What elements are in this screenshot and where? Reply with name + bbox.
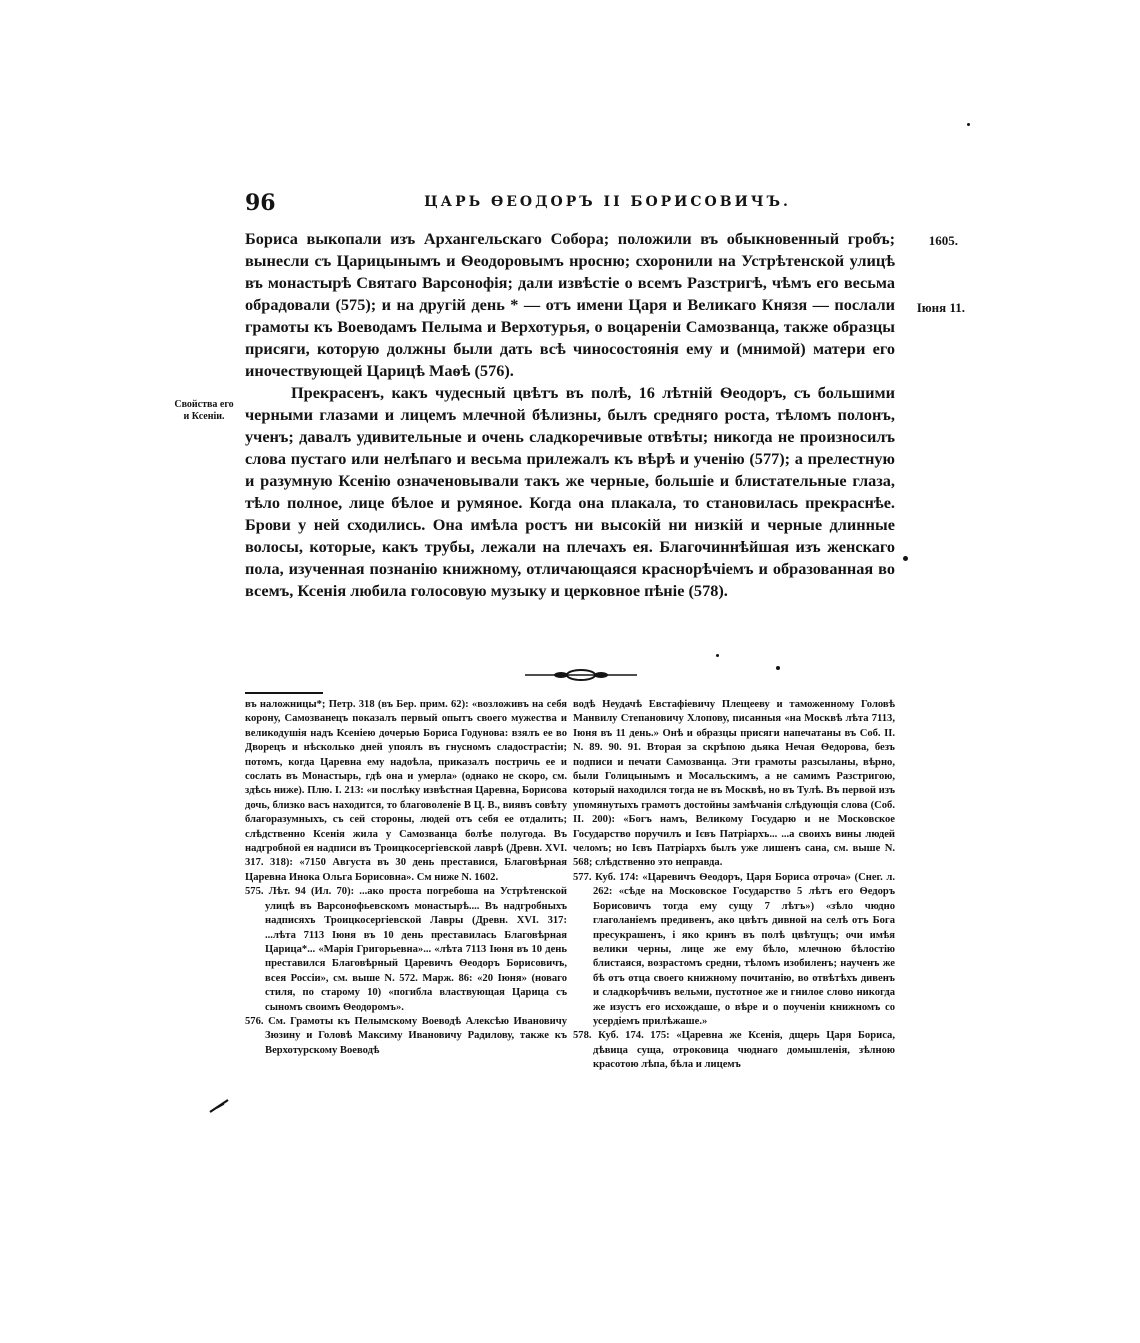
footnote-continuation: въ наложницы*; Петр. 318 (въ Бер. прим. 62): «возложивъ на себя корону, Самозванецъ показалъ первый опытъ своего мужества и великодушія надъ Ксеніею дочерью Бориса Годунова: взялъ ее во Дворецъ и нѣсколько дней упоялъ въ гнусномъ сладострастіи; потомъ, когда Царевна ему надоѣла, приказалъ постричь ее и сослать въ Монастырь, гдѣ она и умерла» (однако не скоро, см. здѣсь ниже). Плю. I. 213: «и послѣку извѣстная Царевна, Борисова дочь, близко васъ находится, то благоволеніе В Ц. В., виявъ совѣту благоразумныхъ, съ сей стороны, людей отъ себя ее отдалить; слѣдственно Ксенія жила у Самозванца болѣе полугода. Въ надгробной ея надписи въ Троицкосергіевской лаврѣ (Древн. XVI. 317. 318): «7150 Августа въ 30 день преставися, Благовѣрная Царевна Инока Ольга Борисовна». См ниже N. 1602. [245,699,567,883]
paragraph-2: Прекрасенъ, какъ чудесный цвѣтъ въ полѣ, 16 лѣтній Ѳеодоръ, съ большими черными глазами и лицемъ млечной бѣлизны, былъ средняго роста, тѣломъ полонъ, ученъ; давалъ удивительные и очень сладкоречивые отвѣты; никогда не произносилъ слова пустаго или нелѣпаго и весьма прилежалъ къ вѣрѣ и ученію (577); а прелестную и разумную Ксенію означеновывали такъ же черные, большіе и блистательные глаза, тѣло полное, лице бѣлое и румяное. Когда она плакала, то становилась прекраснѣе. Брови у ней сходились. Она имѣла ростъ ни высокій ни низкій и черные длинные волосы, которые, какъ трубы, лежали на плечахъ ея. Благочиннѣйшая изъ женскаго пола, изученная познанію книжному, отличающаяся краснорѣчіемъ и образованная во всемъ, Ксенія любила голосовую музыку и церковное пѣніе (578). [245,383,895,600]
ink-speck [967,123,970,126]
ink-speck [716,654,719,657]
margin-note-date: Іюня 11. [916,300,965,315]
footnote-576-continuation: водѣ Неудачѣ Евстафіевичу Плещееву и таможенному Головѣ Манвилу Степановичу Хлопову, писанныя «на Москвѣ лѣта 7113, Іюня въ 11 день.» Онѣ и образцы присяги напечатаны въ Соб. II. N. 89. 90. 91. Вторая за скрѣпою дьяка Нечая Ѳедорова, безъ подписи и печати Самозванца. Эти грамоты разсыланы, вѣрно, были Голицынымъ и Мосальскимъ, а не самимъ Разстригою, который находился тогда не въ Москвѣ, но въ Тулѣ. Въ первой изъ упомянутыхъ грамотъ достойны замѣчанія слѣдующія слова (Соб. II. 200): «Богъ намъ, Великому Государю и не Московское Государство поручилъ и Ієвъ Патріархъ... ...а своихъ вины людей челомъ; но Ієвъ Патріархъ былъ уже лишенъ сана, см. выше N. 568; слѣдственно это неправда. [573,699,895,869]
footnote-576: 576. См. Грамоты къ Пелымскому Воеводѣ Алексѣю Ивановичу Зюзину и Головѣ Максиму Ивановичу Радилову, также къ Верхотурскому Воеводѣ [245,1015,567,1056]
running-head: ЦАРЬ ѲЕОДОРЪ II БОРИСОВИЧЪ. [424,194,791,210]
margin-note-topic-line1: Свойства его [174,399,234,410]
footnotes-right-column [573,698,895,1073]
ink-speck [903,556,908,561]
margin-note-year: 1605. [928,233,958,248]
footnote-575: 575. Лѣт. 94 (Ил. 70): ...ако проста погребоша на Устрѣтенской улицѣ въ Варсонофьевскомъ монастырѣ.... Въ надгробныхъ надписяхъ Троицкосергіевской Лавры (Древн. XVI. 317: ...лѣта 7113 Іюня въ 10 день преставилась Благовѣрная Царица*... «Марія Григорьевна»... «лѣта 7113 Іюня въ 10 день преставился Благовѣрный Царевичъ Ѳеодоръ Борисовичъ, всея Россіи», см. выше N. 572. Марж. 86: «20 Іюня» (новаго стиля, по старому 10) «погибла властвующая Царица съ сыномъ своимъ Ѳеодоромъ». [245,886,567,1013]
footnote-577: 577. Куб. 174: «Царевичъ Ѳеодоръ, Царя Бориса отроча» (Снег. л. 262: «сѣде на Московское Государство 5 лѣтъ его Ѳедоръ Борисовичъ тогда ему сущу 7 лѣтъ») «зѣло чюдно глаголаніемъ предивенъ, ако цвѣтъ дивной на селѣ отъ Бога пресукрашенъ, і яко кринъ въ полѣ цвѣтущъ; очи имѣя велики черны, лице же ему бѣло, млечною бѣлостію блистаяся, возрастомъ средни, тѣломъ изобиленъ; наученъ же бѣ отъ отца своего книжному почитанію, во отвѣтѣхъ дивенъ и сладкорѣчивъ вельми, пустотное же и гнилое слово никогда же изустъ его исхождаше, о вѣре и о поученіи книжномъ со усердіемъ прилѣжаше.» [573,871,895,1027]
footnotes-left-column [245,698,567,1058]
page-header [245,190,895,220]
margin-note-topic-line2: и Ксеніи. [183,411,225,422]
ink-mark-icon [208,1098,230,1114]
page-number: 96 [245,190,276,216]
footnote-rule [245,692,323,694]
main-text [245,228,895,602]
ornament-divider-icon [525,665,637,685]
margin-note-topic [164,399,244,423]
footnote-578: 578. Куб. 174. 175: «Царевна же Ксенія, дщерь Царя Бориса, дѣвица суща, отроковица чюднаго домышленія, зѣлною красотою лѣпа, бѣла и лицемъ [573,1030,895,1071]
ink-speck [776,666,780,670]
paragraph-1: Бориса выкопали изъ Архангельскаго Собора; положили въ обыкновенный гробъ; вынесли съ Царицынымъ и Ѳеодоровымъ нросню; схоронили на Устрѣтенской улицѣ въ монастырѣ Святаго Варсонофія; дали извѣстіе о всемъ Разстригѣ, чѣмъ его весьма обрадовали (575); и на другій день * — отъ имени Царя и Великаго Князя — послали грамоты къ Воеводамъ Пелыма и Верхотурья, о воцареніи Самозванца, также образцы присяги, которую должны были дать всѣ чиносостоянія ему и (мнимой) матери его иночествующей Царицѣ Маѳѣ (576). [245,229,895,380]
